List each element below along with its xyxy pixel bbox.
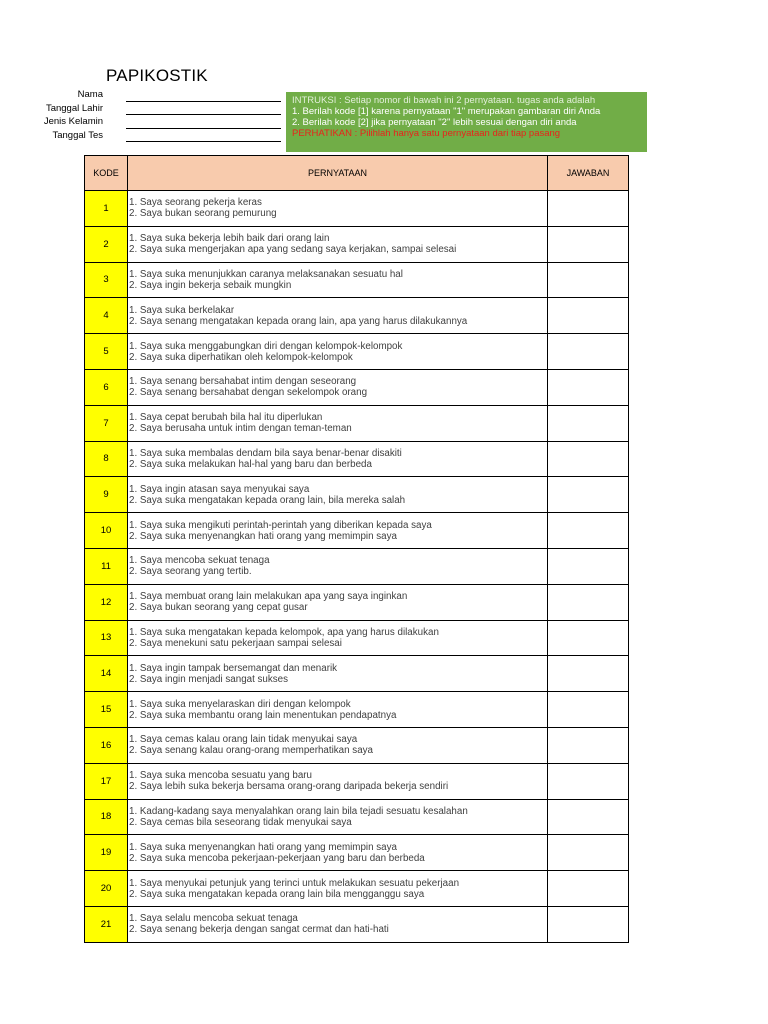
statement-cell <box>128 477 548 513</box>
statement-cell <box>128 871 548 907</box>
instruction-line: INTRUKSI : Setiap nomor di bawah ini 2 pernyataan. tugas anda adalah <box>292 95 596 106</box>
kode-cell: 8 <box>85 441 128 477</box>
statement-1: 1. Saya suka menunjukkan caranya melaksanakan sesuatu hal <box>129 268 403 280</box>
kode-cell: 11 <box>85 548 128 584</box>
statement-1: 1. Saya suka membalas dendam bila saya benar-benar disakiti <box>129 447 402 459</box>
answer-cell[interactable] <box>548 871 629 907</box>
statement-2: 2. Saya suka diperhatikan oleh kelompok-kelompok <box>129 351 353 363</box>
nama-field[interactable] <box>126 88 281 102</box>
answer-cell[interactable] <box>548 369 629 405</box>
kode-cell: 21 <box>85 906 128 942</box>
table-row <box>85 548 629 584</box>
statement-1: 1. Saya suka berkelakar <box>129 304 235 316</box>
statement-cell <box>128 262 548 298</box>
identity-labels <box>20 88 103 142</box>
statement-2: 2. Saya suka mencoba pekerjaan-pekerjaan yang baru dan berbeda <box>129 852 425 864</box>
kode-cell: 12 <box>85 584 128 620</box>
statement-2: 2. Saya seorang yang tertib. <box>129 566 252 578</box>
statement-cell <box>128 763 548 799</box>
answer-cell[interactable] <box>548 441 629 477</box>
answer-cell[interactable] <box>548 226 629 262</box>
answer-cell[interactable] <box>548 656 629 692</box>
statement-1: 1. Saya suka mengatakan kepada kelompok, apa yang harus dilakukan <box>129 626 439 638</box>
label-tanggal-lahir: Tanggal Lahir <box>45 102 103 114</box>
answer-cell[interactable] <box>548 191 629 227</box>
statement-1: 1. Saya menyukai petunjuk yang terinci untuk melakukan sesuatu pekerjaan <box>129 877 460 889</box>
answer-cell[interactable] <box>548 262 629 298</box>
table-row <box>85 763 629 799</box>
statement-2: 2. Saya senang mengatakan kepada orang lain, apa yang harus dilakukannya <box>129 315 468 327</box>
statement-2: 2. Saya suka membantu orang lain menentukan pendapatnya <box>129 709 397 721</box>
tanggal-tes-field[interactable] <box>126 129 281 143</box>
statement-cell <box>128 513 548 549</box>
statement-1: 1. Saya seorang pekerja keras <box>129 197 262 209</box>
statement-2: 2. Saya suka mengatakan kepada orang lain, bila mereka salah <box>129 494 406 506</box>
kode-cell: 20 <box>85 871 128 907</box>
answer-cell[interactable] <box>548 298 629 334</box>
statement-table <box>84 155 629 943</box>
table-row <box>85 262 629 298</box>
kode-cell: 19 <box>85 835 128 871</box>
statement-1: 1. Saya suka menyenangkan hati orang yang memimpin saya <box>129 841 397 853</box>
statement-1: 1. Saya suka menyelaraskan diri dengan kelompok <box>129 698 351 710</box>
label-jenis-kelamin: Jenis Kelamin <box>43 116 103 127</box>
table-row <box>85 727 629 763</box>
table-row <box>85 369 629 405</box>
page-title: PAPIKOSTIK <box>106 66 208 85</box>
answer-cell[interactable] <box>548 799 629 835</box>
kode-cell: 18 <box>85 799 128 835</box>
statement-2: 2. Saya ingin bekerja sebaik mungkin <box>129 279 292 291</box>
statement-cell <box>128 298 548 334</box>
answer-cell[interactable] <box>548 405 629 441</box>
statement-2: 2. Saya suka melakukan hal-hal yang baru dan berbeda <box>129 458 372 470</box>
table-row <box>85 656 629 692</box>
kode-cell: 17 <box>85 763 128 799</box>
table-row <box>85 298 629 334</box>
kode-cell: 5 <box>85 334 128 370</box>
statement-cell <box>128 692 548 728</box>
statement-cell <box>128 191 548 227</box>
kode-cell: 10 <box>85 513 128 549</box>
statement-2: 2. Saya ingin menjadi sangat sukses <box>129 673 289 685</box>
table-row <box>85 835 629 871</box>
table-row <box>85 584 629 620</box>
statement-cell <box>128 405 548 441</box>
kode-cell: 2 <box>85 226 128 262</box>
answer-cell[interactable] <box>548 692 629 728</box>
table-row <box>85 477 629 513</box>
table-header-row <box>85 156 629 191</box>
table-row <box>85 906 629 942</box>
statement-1: 1. Kadang-kadang saya menyalahkan orang lain bila tejadi sesuatu kesalahan <box>129 805 468 817</box>
statement-1: 1. Saya cemas kalau orang lain tidak menyukai saya <box>129 734 358 746</box>
table-row <box>85 620 629 656</box>
table-row <box>85 334 629 370</box>
statement-1: 1. Saya senang bersahabat intim dengan seseorang <box>129 376 357 388</box>
answer-cell[interactable] <box>548 727 629 763</box>
statement-1: 1. Saya cepat berubah bila hal itu diperlukan <box>129 412 323 424</box>
statement-cell <box>128 620 548 656</box>
table-row <box>85 799 629 835</box>
instruction-line: 2. Berilah kode [2] jika pernyataan "2" lebih sesuai dengan diri anda <box>292 117 577 128</box>
instruction-warning: PERHATIKAN : Pilihlah hanya satu pernyataan dari tiap pasang <box>292 128 561 139</box>
statement-1: 1. Saya suka bekerja lebih baik dari orang lain <box>129 233 330 245</box>
statement-1: 1. Saya suka mencoba sesuatu yang baru <box>129 770 312 782</box>
table-row <box>85 226 629 262</box>
kode-cell: 16 <box>85 727 128 763</box>
statement-1: 1. Saya ingin tampak bersemangat dan menarik <box>129 662 338 674</box>
instruction-line: 1. Berilah kode [1] karena pernyataan "1" merupakan gambaran diri Anda <box>292 106 601 117</box>
statement-1: 1. Saya suka mengikuti perintah-perintah yang diberikan kepada saya <box>129 519 432 531</box>
answer-cell[interactable] <box>548 548 629 584</box>
label-tanggal-tes: Tanggal Tes <box>52 129 103 141</box>
answer-cell[interactable] <box>548 334 629 370</box>
kode-cell: 14 <box>85 656 128 692</box>
table-row <box>85 405 629 441</box>
statement-2: 2. Saya suka menyenangkan hati orang yang memimpin saya <box>129 530 397 542</box>
statement-cell <box>128 334 548 370</box>
table-row <box>85 692 629 728</box>
statement-cell <box>128 835 548 871</box>
kode-cell: 13 <box>85 620 128 656</box>
answer-cell[interactable] <box>548 584 629 620</box>
answer-cell[interactable] <box>548 906 629 942</box>
kode-cell: 3 <box>85 262 128 298</box>
table-row <box>85 513 629 549</box>
answer-cell[interactable] <box>548 763 629 799</box>
statement-cell <box>128 906 548 942</box>
statement-2: 2. Saya senang bersahabat dengan sekelompok orang <box>129 387 368 399</box>
jenis-kelamin-field[interactable] <box>126 115 281 129</box>
statement-2: 2. Saya cemas bila seseorang tidak menyukai saya <box>129 816 352 828</box>
instruction-box <box>286 92 647 152</box>
statement-cell <box>128 584 548 620</box>
statement-2: 2. Saya senang bekerja dengan sangat cermat dan hati-hati <box>129 924 389 936</box>
statement-cell <box>128 369 548 405</box>
table-row <box>85 871 629 907</box>
kode-cell: 15 <box>85 692 128 728</box>
answer-cell[interactable] <box>548 477 629 513</box>
statement-cell <box>128 656 548 692</box>
header-pernyataan: PERNYATAAN <box>128 156 548 191</box>
kode-cell: 9 <box>85 477 128 513</box>
statement-cell <box>128 441 548 477</box>
statement-2: 2. Saya berusaha untuk intim dengan teman-teman <box>129 423 352 435</box>
statement-2: 2. Saya suka mengatakan kepada orang lain bila mengganggu saya <box>129 888 425 900</box>
identity-fields <box>126 88 281 142</box>
answer-cell[interactable] <box>548 620 629 656</box>
answer-cell[interactable] <box>548 513 629 549</box>
statement-1: 1. Saya membuat orang lain melakukan apa yang saya inginkan <box>129 591 408 603</box>
statement-cell <box>128 727 548 763</box>
statement-2: 2. Saya menekuni satu pekerjaan sampai selesai <box>129 637 342 649</box>
kode-cell: 7 <box>85 405 128 441</box>
kode-cell: 6 <box>85 369 128 405</box>
statement-2: 2. Saya senang kalau orang-orang memperhatikan saya <box>129 745 373 757</box>
statement-2: 2. Saya suka mengerjakan apa yang sedang saya kerjakan, sampai selesai <box>129 244 457 256</box>
statement-1: 1. Saya selalu mencoba sekuat tenaga <box>129 913 298 925</box>
header-jawaban: JAWABAN <box>548 156 629 191</box>
statement-2: 2. Saya bukan seorang pemurung <box>129 208 277 220</box>
table-row <box>85 441 629 477</box>
label-nama: Nama <box>77 89 103 100</box>
answer-cell[interactable] <box>548 835 629 871</box>
kode-cell: 1 <box>85 191 128 227</box>
table-row <box>85 191 629 227</box>
statement-cell <box>128 799 548 835</box>
statement-cell <box>128 226 548 262</box>
statement-1: 1. Saya suka menggabungkan diri dengan kelompok-kelompok <box>129 340 403 352</box>
header-kode: KODE <box>85 156 128 191</box>
tanggal-lahir-field[interactable] <box>126 102 281 116</box>
statement-2: 2. Saya lebih suka bekerja bersama orang-orang daripada bekerja sendiri <box>129 781 449 793</box>
statement-1: 1. Saya ingin atasan saya menyukai saya <box>129 483 310 495</box>
kode-cell: 4 <box>85 298 128 334</box>
statement-2: 2. Saya bukan seorang yang cepat gusar <box>129 602 308 614</box>
statement-cell <box>128 548 548 584</box>
statement-1: 1. Saya mencoba sekuat tenaga <box>129 555 270 567</box>
